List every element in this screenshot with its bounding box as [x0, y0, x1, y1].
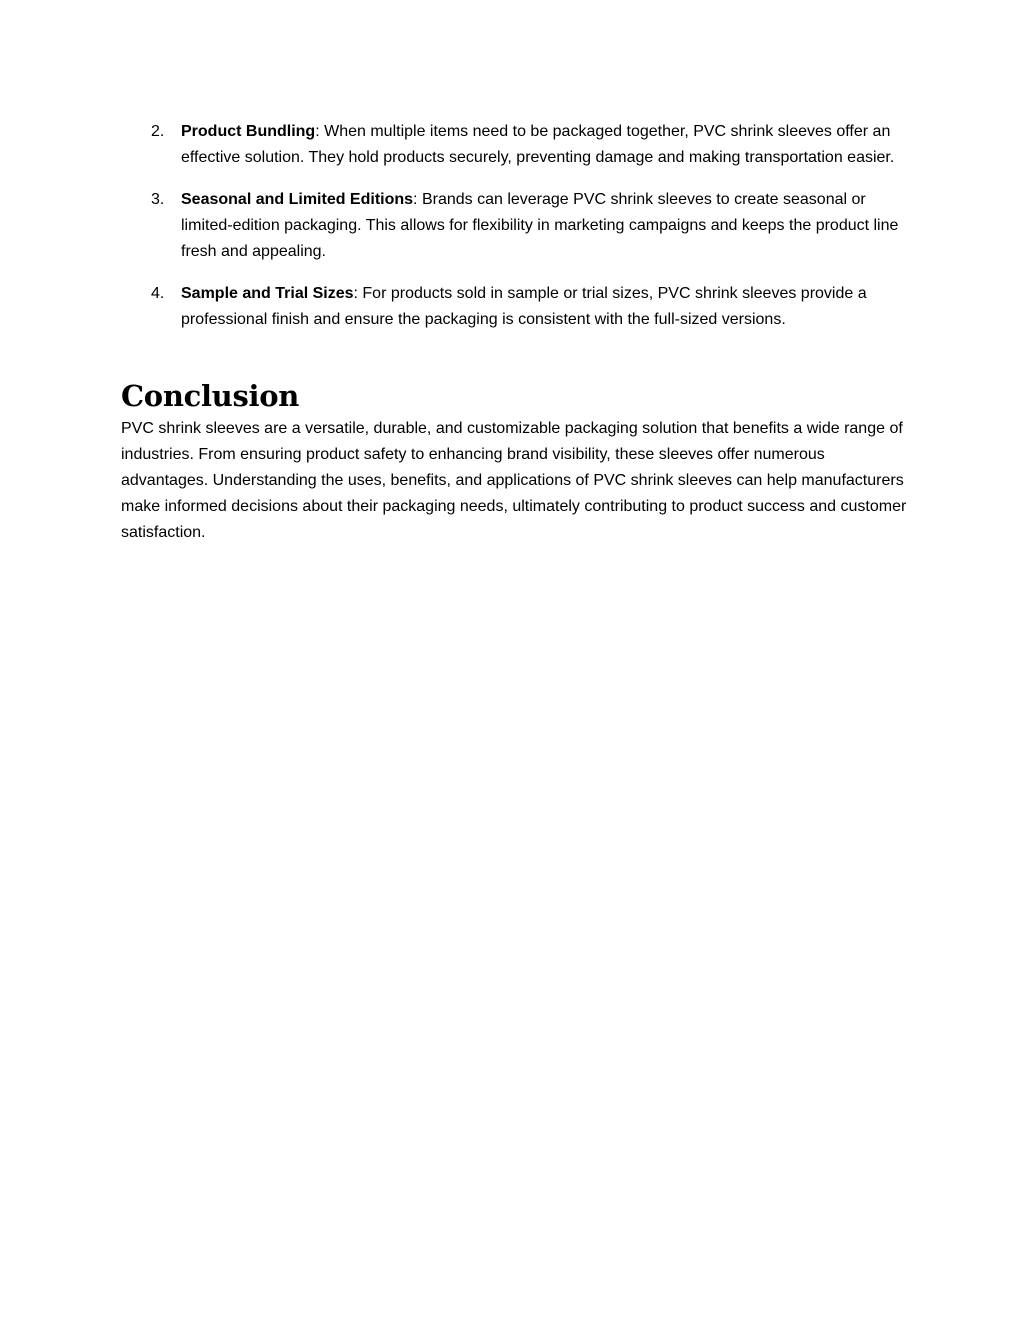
- list-item: [121, 119, 911, 171]
- list-item-text: : For products sold in sample or trial sizes, PVC shrink sleeves provide a professional finish and ensure the packaging is consistent with the full-sized versions.: [181, 285, 867, 328]
- conclusion-paragraph: PVC shrink sleeves are a versatile, durable, and customizable packaging solution that benefits a wide range of industries. From ensuring product safety to enhancing brand visibility, these sleeves offer numerous advantages. Understanding the uses, benefits, and applications of PVC shrink sleeves can help manufacturers make informed decisions about their packaging needs, ultimately contributing to product success and customer satisfaction.: [121, 420, 907, 541]
- numbered-list: [121, 119, 911, 349]
- list-item-number: 4.: [151, 285, 165, 302]
- list-item-number: 3.: [151, 191, 165, 208]
- list-item-number: 2.: [151, 123, 165, 140]
- list-item-term: Seasonal and Limited Editions: [181, 191, 414, 208]
- list-item: [121, 281, 911, 333]
- list-item-term: Product Bundling: [181, 123, 316, 140]
- list-item-term: Sample and Trial Sizes: [181, 285, 354, 302]
- list-item-text: : When multiple items need to be packaged together, PVC shrink sleeves offer an effective solution. They hold products securely, preventing damage and making transportation easier.: [181, 123, 895, 166]
- list-item-text: : Brands can leverage PVC shrink sleeves to create seasonal or limited-edition packaging. This allows for flexibility in marketing campaigns and keeps the product line fresh and appealing.: [181, 191, 899, 260]
- conclusion-heading: Conclusion: [121, 379, 300, 413]
- list-item: [121, 187, 911, 265]
